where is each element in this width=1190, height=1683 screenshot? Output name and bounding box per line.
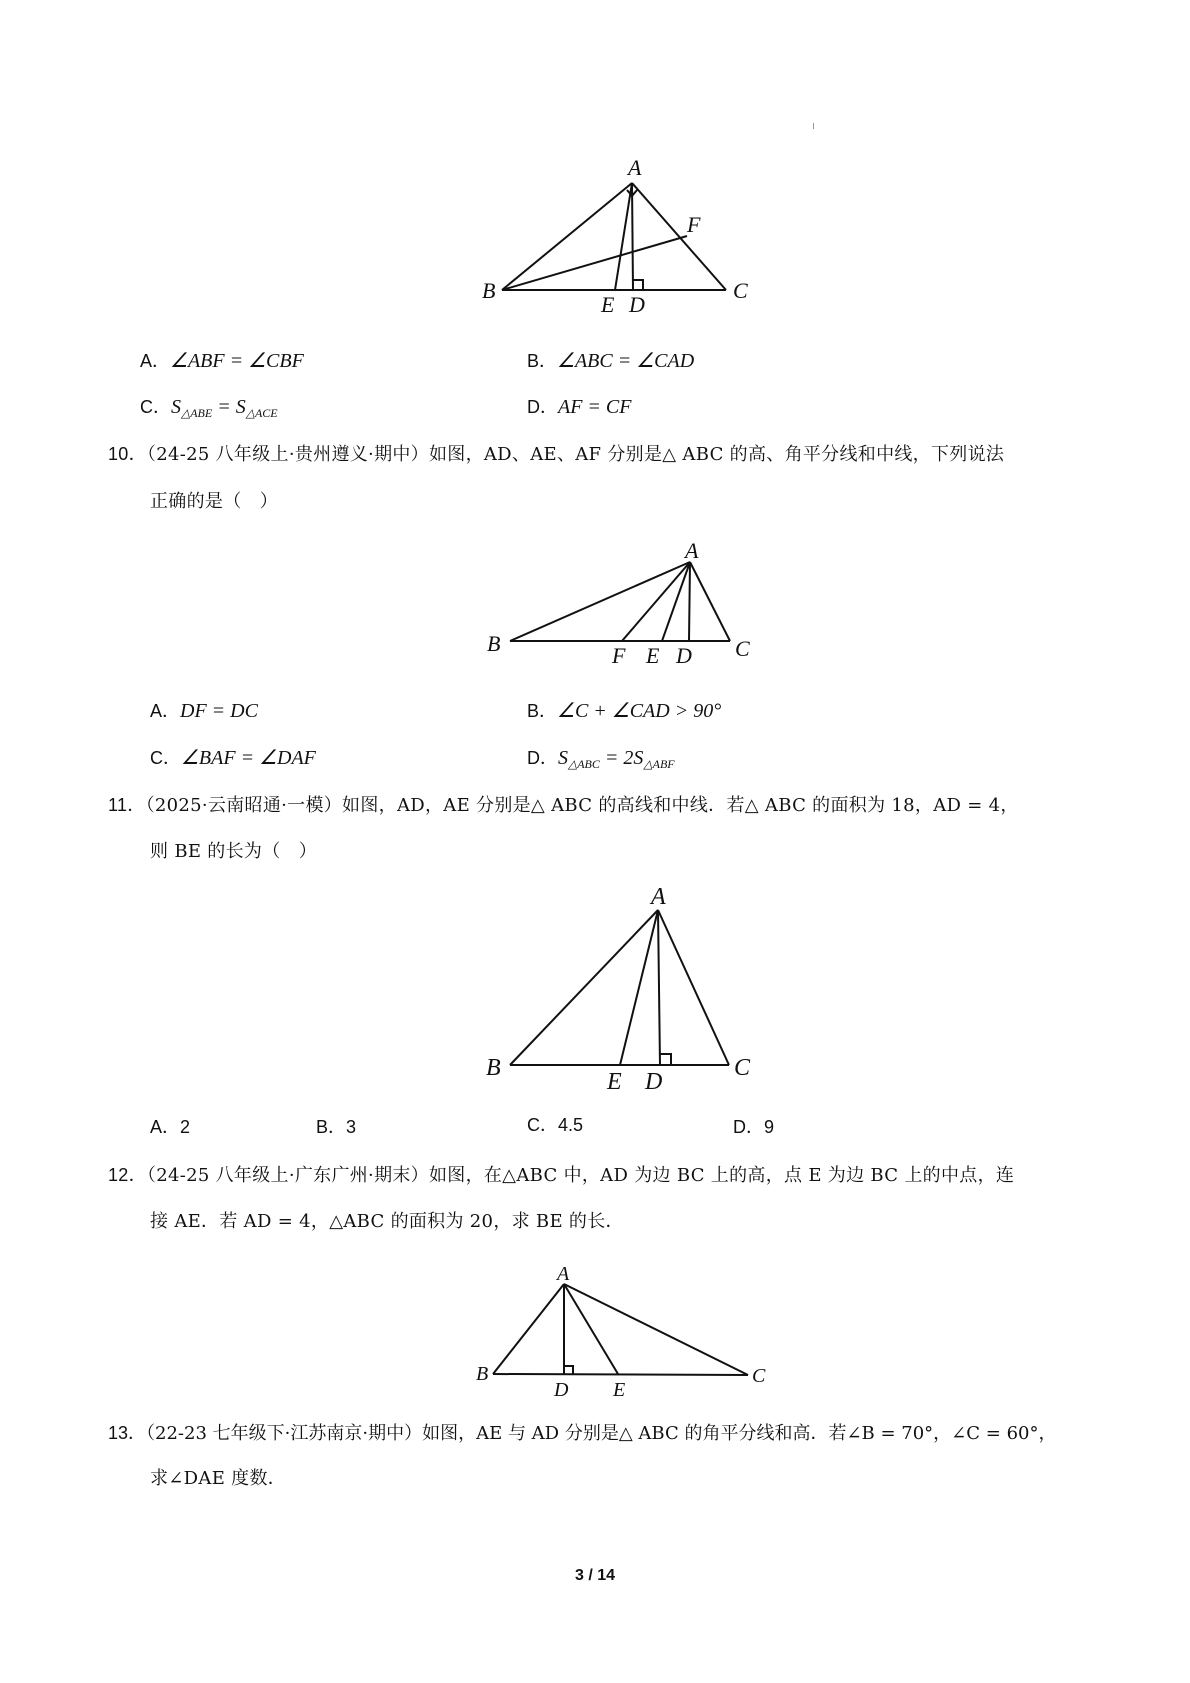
q12-question-line1: 12．（24-25 八年级上·广东广州·期末）如图，在△ABC 中，AD 为边 BC 上的高，点 E 为边 BC 上的中点，连 [108,1165,1015,1186]
q9-label-B: B [482,278,496,303]
q12-label-C: C [752,1365,766,1387]
q10-label-E: E [646,643,660,668]
q10-label-F: F [612,643,626,668]
q11-label-E: E [607,1069,622,1095]
q9-option-a: A．∠ABF = ∠CBF [140,350,304,372]
q11-label-B: B [486,1055,501,1081]
q10-question-line1: 10．（24-25 八年级上·贵州遵义·期中）如图，AD、AE、AF 分别是△ ABC 的高、角平分线和中线，下列说法 [108,444,1005,465]
q10-label-C: C [735,636,750,661]
q13-question-line1: 13．（22-23 七年级下·江苏南京·期中）如图，AE 与 AD 分别是△ ABC 的角平分线和高．若∠B = 70°，∠C = 60°， [108,1423,1057,1444]
q11-option-c: C．4.5 [527,1115,584,1135]
q11-question-line1: 11．（2025·云南昭通·一模）如图，AD，AE 分别是△ ABC 的高线和中线．若△ ABC 的面积为 18，AD = 4， [108,795,1019,816]
q11-question-line2: 则 BE 的长为（ ） [150,841,318,862]
q12-question-line2: 接 AE．若 AD = 4，△ABC 的面积为 20，求 BE 的长． [150,1211,624,1232]
q10-option-c: C．∠BAF = ∠DAF [150,747,316,769]
page-number: 3 / 14 [574,1567,616,1584]
q11-option-a: A．2 [150,1117,191,1137]
q9-label-A: A [628,155,642,180]
q9-option-c: C．$S_{\triangle ABE} = S_{\triangle ACE}$ [140,396,278,420]
q11-option-d: D．9 [733,1117,775,1137]
q11-label-A: A [651,884,666,910]
q10-option-a: A．DF = DC [150,700,258,722]
q9-label-D: D [629,292,645,317]
q13-question-line2: 求∠DAE 度数． [150,1468,287,1489]
q9-label-C: C [733,278,748,303]
q9-label-F: F [687,212,701,237]
q9-label-E: E [601,292,615,317]
q11-label-C: C [734,1055,751,1081]
q10-label-B: B [487,631,501,656]
q10-label-D: D [676,643,692,668]
q10-question-line2: 正确的是（ ） [150,491,279,512]
q12-label-A: A [557,1263,570,1285]
q10-label-A: A [685,538,699,563]
q10-option-b: B．∠C + ∠CAD > 90° [527,700,722,722]
q11-label-D: D [645,1069,663,1095]
q12-label-D: D [554,1379,569,1401]
q11-option-b: B．3 [316,1117,357,1137]
q12-label-B: B [476,1363,489,1385]
q12-label-E: E [613,1379,626,1401]
q9-option-d: D．AF = CF [527,396,632,418]
q9-option-b: B．∠ABC = ∠CAD [527,350,695,372]
q10-option-d: D．$S_{\triangle ABC} = 2S_{\triangle ABF}$ [527,747,675,771]
